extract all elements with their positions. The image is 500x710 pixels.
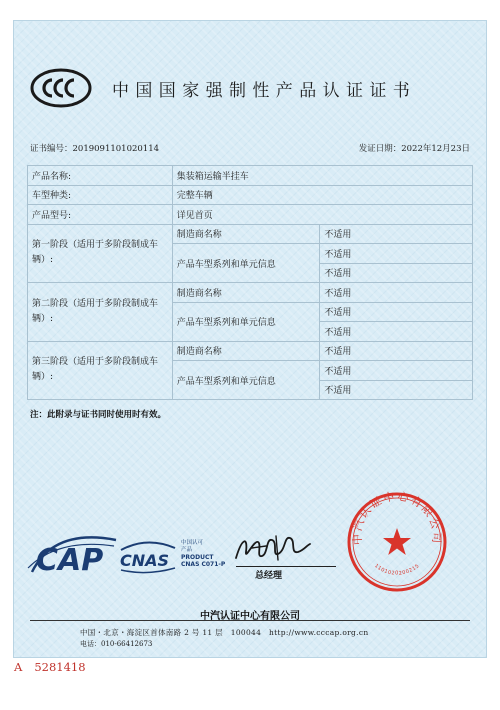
seal-star-icon [383,528,411,555]
series-label: 产品车型系列和单元信息 [172,302,320,341]
series-value: 不适用 [320,361,473,381]
manager-title: 总经理 [255,571,283,581]
issue-date: 发证日期：2022年12月23日 [358,144,470,154]
series-value: 不适用 [320,322,473,342]
series-value: 不适用 [320,302,473,322]
row-label: 产品型号: [28,205,173,225]
signature-icon [232,530,312,566]
table-row [28,283,473,303]
seal-number: 1101020200215 [373,563,421,577]
row-value: 集装箱运输半挂车 [172,166,472,186]
ccc-mark-icon [30,68,92,108]
page-code-number: 5281418 [34,660,86,674]
maker-value: 不适用 [320,224,473,244]
cnas-line: 中国认可 [181,540,204,546]
series-label: 产品车型系列和单元信息 [172,361,320,400]
issuing-organization: 中汽认证中心有限公司 [200,611,300,622]
cnas-text: CNAS [120,551,170,570]
maker-label: 制造商名称 [172,283,320,303]
footer-divider [30,620,470,621]
table-row [28,166,473,186]
row-label: 车型种类: [28,185,173,205]
stage-label: 第三阶段（适用于多阶段制成车辆）: [28,341,173,400]
signature-line [236,566,336,567]
table-row [28,185,473,205]
row-value: 完整车辆 [172,185,472,205]
cnas-logo-icon [117,540,179,574]
maker-label: 制造商名称 [172,224,320,244]
series-value: 不适用 [320,244,473,264]
footer-phone: 电话：010-66412673 [80,640,153,648]
table-row [28,341,473,361]
cnas-line: CNAS C071-P [181,561,226,568]
certificate-title: 中国国家强制性产品认证证书 [112,81,417,101]
svg-text:1101020200215 [373,563,421,577]
stage-label: 第二阶段（适用于多阶段制成车辆）: [28,283,173,342]
row-label: 产品名称: [28,166,173,186]
cnas-line: 产品 [181,547,193,553]
seal-text: 中汽认证中心有限公司 [350,490,444,546]
maker-value: 不适用 [320,341,473,361]
page-code [14,660,86,674]
page-code-letter: A [14,660,23,674]
row-value: 详见首页 [172,205,472,225]
table-row [28,205,473,225]
footer-address: 中国・北京・海淀区首体南路 2 号 11 层 100044 http://www.cccap.org.cn [80,628,369,637]
product-info-table [27,165,473,400]
cap-text: CAP [36,543,104,576]
maker-label: 制造商名称 [172,341,320,361]
stage-label: 第一阶段（适用于多阶段制成车辆）: [28,224,173,283]
cap-logo-icon [24,532,120,576]
validity-note: 注：此附录与证书同时使用时有效。 [30,410,167,420]
certificate-number: 证书编号：2019091101020114 [30,144,160,154]
cnas-caption [181,540,225,568]
official-seal-icon [345,490,449,594]
table-row [28,224,473,244]
cnas-line: PRODUCT [181,554,214,561]
series-value: 不适用 [320,263,473,283]
series-label: 产品车型系列和单元信息 [172,244,320,283]
series-value: 不适用 [320,380,473,400]
maker-value: 不适用 [320,283,473,303]
